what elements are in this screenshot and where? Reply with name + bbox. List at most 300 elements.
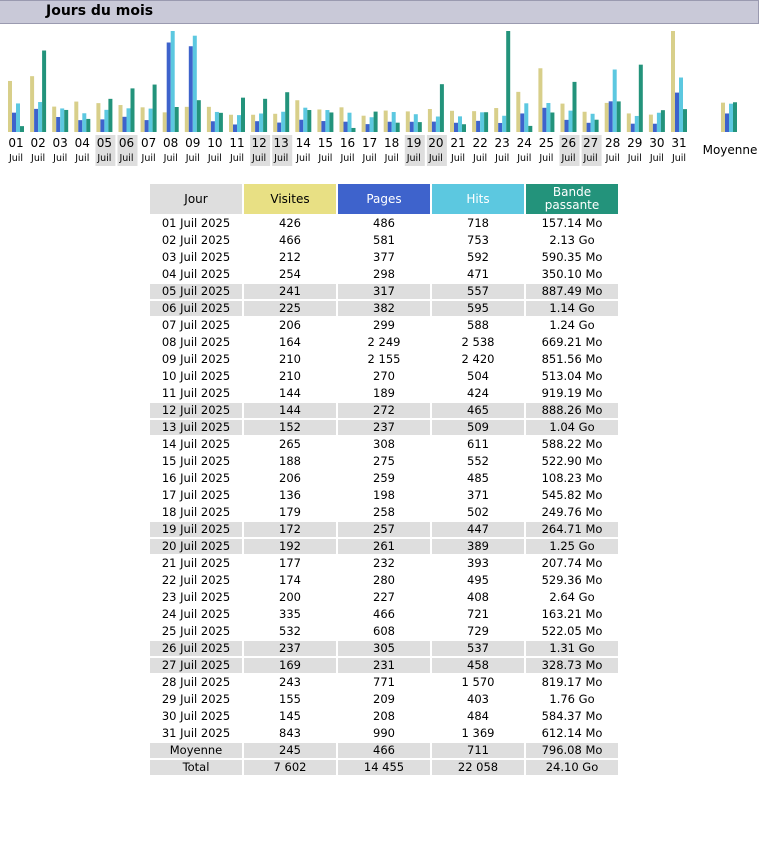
- cell-visits: 152: [244, 420, 336, 435]
- average-visits: 245: [244, 743, 336, 758]
- cell-visits: 843: [279, 726, 301, 740]
- table-row: [150, 267, 618, 282]
- cell-pages: 317: [338, 284, 430, 299]
- bar-pages: [78, 120, 82, 132]
- x-tick-month: Juil: [340, 153, 355, 164]
- cell-pages: 198: [373, 488, 395, 502]
- bar-bande-passante: [219, 113, 223, 132]
- cell-bandwidth: 612.14 Mo: [541, 726, 603, 740]
- x-tick-label: 05: [96, 136, 113, 150]
- cell-visits: 172: [244, 522, 336, 537]
- cell-pages: 258: [373, 505, 395, 519]
- cell-day: 01 Juil 2025: [161, 216, 231, 230]
- cell-bandwidth: 545.82 Mo: [541, 488, 603, 502]
- bar-pages: [631, 124, 635, 132]
- x-tick-label: 02: [30, 136, 46, 150]
- cell-hits: 471: [467, 267, 489, 281]
- bar-bande-passante: [263, 99, 267, 132]
- cell-hits: 495: [467, 573, 489, 587]
- bar-bande-passante: [639, 65, 643, 132]
- bar-hits: [392, 112, 396, 132]
- bar-visites: [428, 109, 432, 132]
- table-row: [150, 216, 618, 231]
- table-row: [150, 284, 618, 299]
- cell-day: 24 Juil 2025: [161, 607, 231, 621]
- cell-visits: 237: [244, 641, 336, 656]
- bar-visites: [605, 103, 609, 132]
- table-row: [150, 437, 618, 452]
- bar-pages: [145, 120, 149, 132]
- x-tick-month: Juil: [539, 153, 554, 164]
- cell-pages: 280: [373, 573, 395, 587]
- bar-bande-passante: [396, 123, 400, 132]
- x-tick-month: Juil: [406, 153, 421, 164]
- bar-hits: [679, 78, 683, 132]
- cell-visits: 174: [279, 573, 301, 587]
- x-tick-month: Juil: [671, 153, 687, 164]
- bar-visites: [340, 107, 344, 132]
- x-tick-label: 11: [229, 136, 245, 150]
- cell-day: 02 Juil 2025: [161, 233, 231, 247]
- cell-visits: 206: [279, 471, 301, 485]
- cell-hits: 504: [467, 369, 489, 383]
- table-row: [150, 658, 618, 673]
- average-bar-bande-passante: [733, 102, 737, 132]
- bar-pages: [653, 124, 657, 132]
- cell-hits: 393: [467, 556, 489, 570]
- bar-hits: [546, 103, 550, 132]
- cell-bandwidth: 1.31 Go: [526, 641, 618, 656]
- table-row: [150, 471, 618, 486]
- x-tick-label: 29: [627, 136, 643, 150]
- average-row: [150, 743, 618, 758]
- bar-bande-passante: [617, 101, 621, 132]
- bar-pages: [388, 122, 392, 132]
- x-tick-month: Juil: [97, 153, 112, 164]
- table-row: [150, 352, 618, 367]
- cell-day: 10 Juil 2025: [161, 369, 231, 383]
- average-bar-visites: [721, 103, 725, 132]
- bar-visites: [30, 76, 34, 132]
- x-tick-month: Juil: [274, 153, 289, 164]
- table-row: [150, 726, 618, 741]
- bar-pages: [100, 119, 104, 132]
- bar-visites: [52, 107, 56, 132]
- cell-bandwidth: 522.90 Mo: [541, 454, 603, 468]
- bar-visites: [295, 100, 299, 132]
- bar-pages: [167, 43, 171, 132]
- x-tick-label: 27: [582, 136, 599, 150]
- bar-pages: [609, 101, 613, 132]
- cell-bandwidth: 108.23 Mo: [541, 471, 603, 485]
- cell-bandwidth: 2.64 Go: [549, 590, 595, 604]
- table-row: [150, 488, 618, 503]
- total-row: [150, 760, 618, 775]
- x-tick-label: 23: [494, 136, 510, 150]
- bar-bande-passante: [418, 122, 422, 132]
- cell-day: 04 Juil 2025: [161, 267, 231, 281]
- cell-bandwidth: 157.14 Mo: [541, 216, 603, 230]
- cell-visits: 177: [279, 556, 301, 570]
- x-tick-label: 10: [207, 136, 223, 150]
- bar-pages: [211, 121, 215, 132]
- table-row: [150, 369, 618, 384]
- cell-bandwidth: 888.26 Mo: [526, 403, 618, 418]
- daily-stats-table: [148, 182, 620, 777]
- bar-bande-passante: [661, 110, 665, 132]
- cell-hits: 718: [467, 216, 489, 230]
- cell-visits: 265: [279, 437, 301, 451]
- bar-bande-passante: [241, 98, 245, 132]
- cell-pages: 232: [373, 556, 395, 570]
- table-row: [150, 556, 618, 571]
- bar-pages: [498, 123, 502, 132]
- cell-day: 30 Juil 2025: [161, 709, 231, 723]
- cell-bandwidth: 249.76 Mo: [541, 505, 603, 519]
- bar-pages: [189, 46, 193, 132]
- cell-bandwidth: 588.22 Mo: [541, 437, 603, 451]
- header-hits: Hits: [432, 184, 524, 214]
- cell-pages: 237: [338, 420, 430, 435]
- x-tick-month: Juil: [119, 153, 134, 164]
- x-tick-label: 03: [52, 136, 68, 150]
- x-tick-month: Juil: [252, 153, 267, 164]
- bar-hits: [370, 117, 374, 132]
- cell-hits: 721: [467, 607, 489, 621]
- cell-visits: 212: [279, 250, 301, 264]
- table-row: [150, 607, 618, 622]
- bar-pages: [34, 109, 38, 132]
- cell-day: 14 Juil 2025: [161, 437, 231, 451]
- section-title: Jours du mois: [46, 3, 154, 19]
- table-row: [150, 675, 618, 690]
- cell-bandwidth: 819.17 Mo: [541, 675, 603, 689]
- cell-hits: 1 570: [461, 675, 495, 689]
- cell-hits: 1 369: [461, 726, 495, 740]
- table-row: [150, 641, 618, 656]
- bar-hits: [613, 70, 617, 132]
- bar-visites: [516, 92, 520, 132]
- bar-bande-passante: [374, 112, 378, 132]
- cell-visits: 335: [279, 607, 301, 621]
- average-label: Moyenne: [150, 743, 242, 758]
- bar-visites: [384, 111, 388, 132]
- cell-day: 05 Juil 2025: [150, 284, 242, 299]
- cell-pages: 259: [373, 471, 395, 485]
- cell-day: 15 Juil 2025: [161, 454, 231, 468]
- bar-visites: [163, 112, 167, 132]
- cell-pages: 581: [373, 233, 395, 247]
- header-bande-passante: [526, 184, 618, 214]
- header-jour: Jour: [150, 184, 242, 214]
- cell-bandwidth: 887.49 Mo: [526, 284, 618, 299]
- table-row: [150, 505, 618, 520]
- bar-pages: [344, 122, 348, 132]
- cell-bandwidth: 1.76 Go: [549, 692, 595, 706]
- bar-bande-passante: [462, 124, 466, 132]
- bar-hits: [60, 108, 64, 132]
- x-tick-month: Juil: [296, 153, 311, 164]
- cell-bandwidth: 163.21 Mo: [541, 607, 603, 621]
- cell-day: 03 Juil 2025: [161, 250, 231, 264]
- average-bar-pages: [725, 113, 729, 132]
- cell-hits: 753: [467, 233, 489, 247]
- cell-bandwidth: 590.35 Mo: [541, 250, 603, 264]
- bar-hits: [215, 112, 219, 132]
- bar-visites: [406, 111, 410, 132]
- cell-bandwidth: 513.04 Mo: [541, 369, 603, 383]
- bar-bande-passante: [175, 107, 179, 132]
- table-row: [150, 624, 618, 639]
- cell-pages: 299: [373, 318, 395, 332]
- header-bande-passante-label: Bande passante: [544, 185, 600, 212]
- bar-bande-passante: [506, 31, 510, 132]
- bar-hits: [348, 113, 352, 132]
- bar-visites: [561, 104, 565, 132]
- total-hits: 22 058: [432, 760, 524, 775]
- cell-pages: 990: [373, 726, 395, 740]
- cell-hits: 371: [467, 488, 489, 502]
- bar-hits: [171, 31, 175, 132]
- x-tick-label: 15: [317, 136, 334, 150]
- cell-visits: 210: [279, 369, 301, 383]
- bar-pages: [277, 123, 281, 132]
- cell-visits: 164: [279, 335, 301, 349]
- cell-visits: 426: [279, 216, 301, 230]
- x-tick-month: Juil: [163, 153, 178, 164]
- x-tick-label: 21: [450, 136, 466, 150]
- x-tick-month: Juil: [605, 153, 620, 164]
- cell-pages: 771: [373, 675, 395, 689]
- x-tick-label: 16: [339, 136, 356, 150]
- cell-pages: 257: [338, 522, 430, 537]
- bar-hits: [569, 111, 573, 132]
- daily-bar-chart: [0, 26, 760, 168]
- bar-hits: [458, 116, 462, 132]
- bar-visites: [273, 114, 277, 132]
- cell-pages: 272: [338, 403, 430, 418]
- cell-hits: 465: [432, 403, 524, 418]
- cell-visits: 206: [279, 318, 301, 332]
- cell-day: 19 Juil 2025: [150, 522, 242, 537]
- cell-day: 27 Juil 2025: [150, 658, 242, 673]
- bar-bande-passante: [440, 84, 444, 132]
- x-tick-label: 07: [140, 136, 157, 150]
- table-row: [150, 522, 618, 537]
- x-tick-month: Juil: [75, 153, 90, 164]
- cell-pages: 298: [373, 267, 395, 281]
- bar-bande-passante: [197, 100, 201, 132]
- bar-pages: [123, 117, 127, 132]
- bar-visites: [649, 115, 653, 132]
- bar-bande-passante: [307, 110, 311, 132]
- x-tick-month: Juil: [561, 153, 576, 164]
- cell-hits: 485: [467, 471, 489, 485]
- bar-pages: [233, 124, 237, 132]
- cell-visits: 144: [279, 386, 301, 400]
- x-tick-label: 01: [8, 136, 24, 150]
- cell-hits: 611: [467, 437, 489, 451]
- bar-hits: [502, 116, 506, 132]
- cell-visits: 145: [279, 709, 301, 723]
- cell-day: 08 Juil 2025: [161, 335, 231, 349]
- cell-bandwidth: 1.25 Go: [526, 539, 618, 554]
- cell-hits: 458: [432, 658, 524, 673]
- cell-hits: 502: [467, 505, 489, 519]
- bar-bande-passante: [86, 119, 90, 132]
- cell-pages: 2 155: [367, 352, 401, 366]
- cell-day: 28 Juil 2025: [161, 675, 231, 689]
- header-visites: Visites: [244, 184, 336, 214]
- bar-hits: [16, 103, 20, 132]
- cell-hits: 2 420: [461, 352, 495, 366]
- cell-bandwidth: 1.14 Go: [526, 301, 618, 316]
- x-tick-month: Juil: [517, 153, 532, 164]
- cell-day: 25 Juil 2025: [161, 624, 231, 638]
- x-tick-label: 08: [163, 136, 179, 150]
- table-row: [150, 709, 618, 724]
- bar-bande-passante: [329, 112, 333, 132]
- bar-pages: [255, 121, 259, 132]
- x-tick-month: Juil: [649, 153, 664, 164]
- x-tick-month: Juil: [384, 153, 399, 164]
- table-row: [150, 403, 618, 418]
- bar-pages: [12, 113, 16, 132]
- bar-bande-passante: [285, 92, 289, 132]
- cell-day: 18 Juil 2025: [161, 505, 231, 519]
- bar-hits: [657, 113, 661, 132]
- x-tick-label: 13: [273, 136, 289, 150]
- bar-visites: [538, 68, 542, 132]
- table-row: [150, 301, 618, 316]
- cell-day: 26 Juil 2025: [150, 641, 242, 656]
- cell-visits: 254: [279, 267, 301, 281]
- cell-pages: 308: [373, 437, 395, 451]
- bar-bande-passante: [484, 112, 488, 132]
- x-tick-month: Juil: [229, 153, 245, 164]
- bar-pages: [542, 108, 546, 132]
- cell-hits: 595: [432, 301, 524, 316]
- cell-visits: 532: [279, 624, 301, 638]
- average-pages: 466: [338, 743, 430, 758]
- cell-pages: 208: [373, 709, 395, 723]
- cell-day: 31 Juil 2025: [161, 726, 231, 740]
- bar-hits: [38, 102, 42, 132]
- cell-bandwidth: 1.04 Go: [526, 420, 618, 435]
- x-tick-label: 26: [560, 136, 577, 150]
- cell-bandwidth: 2.13 Go: [549, 233, 595, 247]
- bar-bande-passante: [352, 128, 356, 132]
- bar-hits: [104, 110, 108, 132]
- bar-pages: [587, 123, 591, 132]
- x-tick-label: 30: [649, 136, 665, 150]
- table-row: [150, 539, 618, 554]
- cell-bandwidth: 669.21 Mo: [541, 335, 603, 349]
- table-row: [150, 386, 618, 401]
- x-tick-label: 24: [516, 136, 532, 150]
- cell-visits: 188: [279, 454, 301, 468]
- cell-visits: 466: [279, 233, 301, 247]
- average-bar-hits: [729, 104, 733, 132]
- x-tick-month: Juil: [473, 153, 488, 164]
- bar-bande-passante: [528, 126, 532, 132]
- bar-bande-passante: [108, 99, 112, 132]
- cell-pages: 209: [373, 692, 395, 706]
- cell-hits: 509: [432, 420, 524, 435]
- bar-visites: [583, 112, 587, 132]
- cell-hits: 588: [467, 318, 489, 332]
- bar-bande-passante: [131, 88, 135, 132]
- x-tick-label: 19: [406, 136, 422, 150]
- cell-hits: 2 538: [461, 335, 495, 349]
- bar-visites: [229, 115, 233, 132]
- total-bandwidth: 24.10 Go: [526, 760, 618, 775]
- x-tick-label: 22: [472, 136, 488, 150]
- bar-visites: [450, 111, 454, 132]
- cell-visits: 155: [279, 692, 301, 706]
- x-tick-month: Juil: [53, 153, 68, 164]
- cell-pages: 261: [338, 539, 430, 554]
- cell-bandwidth: 919.19 Mo: [541, 386, 603, 400]
- average-hits: 711: [432, 743, 524, 758]
- cell-visits: 225: [244, 301, 336, 316]
- cell-day: 06 Juil 2025: [150, 301, 242, 316]
- cell-visits: 200: [279, 590, 301, 604]
- bar-hits: [480, 112, 484, 132]
- cell-day: 12 Juil 2025: [150, 403, 242, 418]
- cell-hits: 424: [467, 386, 489, 400]
- bar-visites: [74, 102, 78, 132]
- cell-bandwidth: 264.71 Mo: [526, 522, 618, 537]
- cell-bandwidth: 522.05 Mo: [541, 624, 603, 638]
- bar-visites: [8, 81, 12, 132]
- cell-hits: 403: [467, 692, 489, 706]
- x-tick-label: 04: [74, 136, 90, 150]
- cell-visits: 192: [244, 539, 336, 554]
- x-tick-label: 31: [671, 136, 687, 150]
- x-tick-month: Juil: [583, 153, 598, 164]
- cell-day: 23 Juil 2025: [161, 590, 231, 604]
- cell-day: 20 Juil 2025: [150, 539, 242, 554]
- bar-bande-passante: [573, 82, 577, 132]
- cell-hits: 389: [432, 539, 524, 554]
- x-tick-label: 06: [118, 136, 135, 150]
- bar-hits: [524, 103, 528, 132]
- cell-pages: 275: [373, 454, 395, 468]
- bar-hits: [414, 114, 418, 132]
- cell-day: 22 Juil 2025: [161, 573, 231, 587]
- cell-pages: 466: [373, 607, 395, 621]
- bar-hits: [325, 110, 329, 132]
- bar-visites: [472, 111, 476, 132]
- bar-visites: [362, 116, 366, 132]
- bar-pages: [454, 123, 458, 132]
- x-tick-month: Juil: [362, 153, 377, 164]
- cell-visits: 210: [279, 352, 301, 366]
- bar-hits: [237, 115, 241, 132]
- bar-hits: [259, 113, 263, 132]
- bar-bande-passante: [153, 85, 157, 132]
- cell-bandwidth: 207.74 Mo: [541, 556, 603, 570]
- table-row: [150, 573, 618, 588]
- x-tick-month: Juil: [450, 153, 466, 164]
- x-tick-label: 14: [295, 136, 311, 150]
- bar-pages: [476, 121, 480, 132]
- average-tick-label: Moyenne: [702, 143, 758, 157]
- cell-hits: 557: [432, 284, 524, 299]
- x-tick-month: Juil: [207, 153, 222, 164]
- cell-pages: 486: [373, 216, 395, 230]
